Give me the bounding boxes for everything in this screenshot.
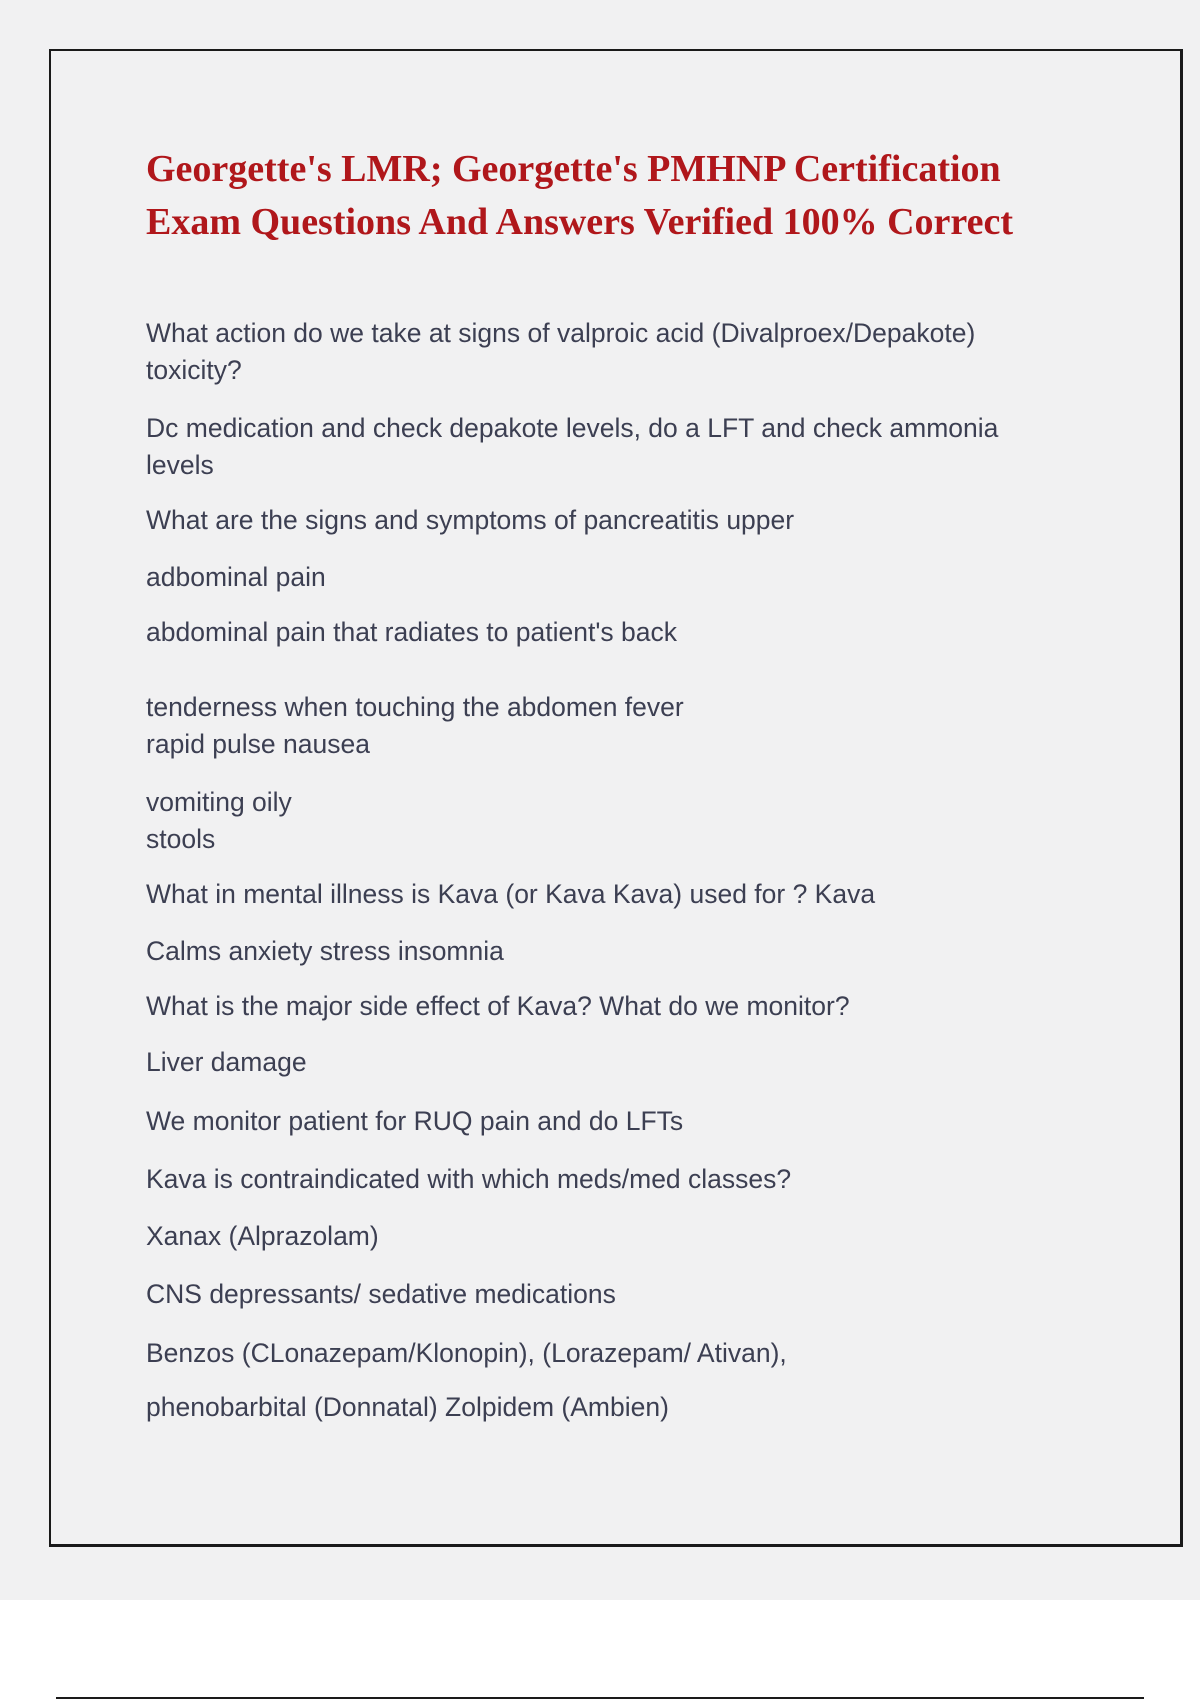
answer-text: Benzos (CLonazepam/Klonopin), (Lorazepam/ Ativan), <box>146 1338 787 1368</box>
question-text: What in mental illness is Kava (or Kava Kava) used for ? Kava <box>146 879 876 909</box>
answer-text: CNS depressants/ sedative medications <box>146 1279 616 1309</box>
answer-text: adbominal pain <box>146 562 326 592</box>
answer-text: stools <box>146 824 216 854</box>
question-text: toxicity? <box>146 355 242 385</box>
question-text: What is the major side effect of Kava? What do we monitor? <box>146 991 850 1021</box>
answer-text: Liver damage <box>146 1047 307 1077</box>
answer-text: vomiting oily <box>146 787 292 817</box>
answer-text: Xanax (Alprazolam) <box>146 1221 379 1251</box>
answer-text: phenobarbital (Donnatal) Zolpidem (Ambien) <box>146 1392 669 1422</box>
answer-text: tenderness when touching the abdomen fever <box>146 692 684 722</box>
question-text: What action do we take at signs of valproic acid (Divalproex/Depakote) <box>146 318 976 348</box>
document-title-line-1: Georgette's LMR; Georgette's PMHNP Certification <box>146 148 1001 190</box>
document-frame <box>49 49 1183 1547</box>
footer-divider <box>56 1697 1144 1699</box>
answer-text: abdominal pain that radiates to patient's back <box>146 617 677 647</box>
answer-text: We monitor patient for RUQ pain and do LFTs <box>146 1106 684 1136</box>
document-title-line-2: Exam Questions And Answers Verified 100% Correct <box>146 201 1013 243</box>
answer-text: Calms anxiety stress insomnia <box>146 936 504 966</box>
answer-text: Dc medication and check depakote levels, do a LFT and check ammonia <box>146 413 999 443</box>
question-text: Kava is contraindicated with which meds/med classes? <box>146 1164 792 1194</box>
question-text: What are the signs and symptoms of pancreatitis upper <box>146 505 795 535</box>
answer-text: levels <box>146 450 214 480</box>
answer-text: rapid pulse nausea <box>146 729 370 759</box>
document-title <box>146 143 1146 249</box>
